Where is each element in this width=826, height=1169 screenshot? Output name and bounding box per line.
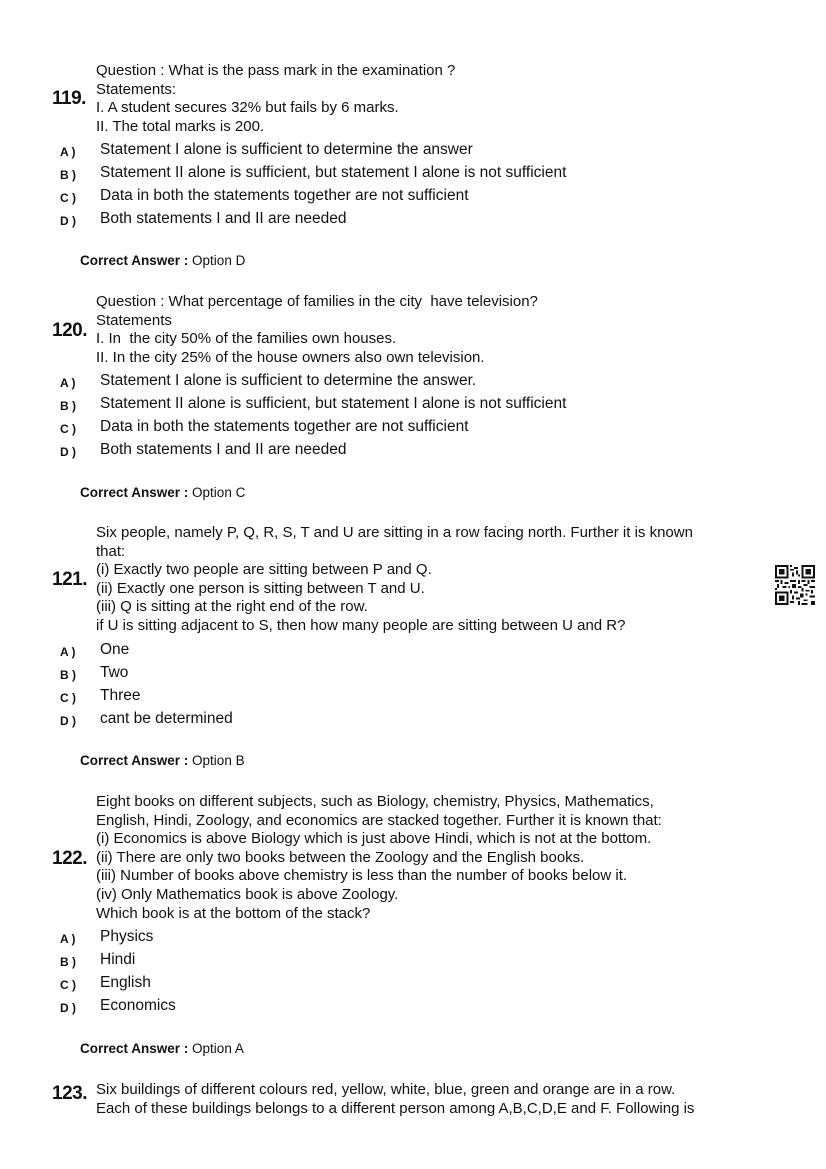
stem-line: (ii) Exactly one person is sitting between T and U. xyxy=(96,579,425,597)
question-number: 123. xyxy=(52,1083,87,1104)
correct-answer xyxy=(80,1041,244,1056)
question-number: 121. xyxy=(52,569,87,590)
option-d[interactable] xyxy=(0,441,700,461)
option-text: English xyxy=(100,974,151,991)
stem-line: if U is sitting adjacent to S, then how many people are sitting between U and R? xyxy=(96,616,626,634)
question-number: 119. xyxy=(52,88,86,109)
qr-code xyxy=(775,565,815,605)
stem-line: that: xyxy=(96,542,126,560)
stem-line: II. In the city 25% of the house owners also own television. xyxy=(96,348,485,366)
option-label: A ) xyxy=(60,645,76,659)
question-stem xyxy=(96,524,776,636)
correct-answer-value: Option C xyxy=(192,485,246,500)
option-text: Statement I alone is sufficient to determine the answer xyxy=(100,141,473,158)
option-a[interactable] xyxy=(0,928,700,948)
question-stem xyxy=(96,1081,776,1118)
stem-line: (i) Economics is above Biology which is just above Hindi, which is not at the bottom. xyxy=(96,830,652,848)
option-text: cant be determined xyxy=(100,710,233,727)
stem-line: (iii) Number of books above chemistry is less than the number of books below it. xyxy=(96,867,628,885)
option-text: Both statements I and II are needed xyxy=(100,441,347,458)
stem-line: (iv) Only Mathematics book is above Zoology. xyxy=(96,885,399,903)
option-label: C ) xyxy=(60,978,76,992)
correct-answer-label: Correct Answer : xyxy=(80,753,189,768)
option-text: Three xyxy=(100,687,141,704)
correct-answer-value: Option B xyxy=(192,753,245,768)
stem-line: Six people, namely P, Q, R, S, T and U are sitting in a row facing north. Further it is known xyxy=(96,524,693,541)
option-c[interactable] xyxy=(0,187,700,207)
correct-answer-label: Correct Answer : xyxy=(80,1041,189,1056)
option-text: Statement I alone is sufficient to determine the answer. xyxy=(100,372,477,389)
stem-line: English, Hindi, Zoology, and economics are stacked together. Further it is known that: xyxy=(96,811,662,829)
option-c[interactable] xyxy=(0,974,700,994)
option-text: Data in both the statements together are not sufficient xyxy=(100,418,469,435)
stem-line: (iii) Q is sitting at the right end of the row. xyxy=(96,598,368,616)
stem-line: Question : What percentage of families in the city have television? xyxy=(96,293,538,310)
stem-line: Six buildings of different colours red, yellow, white, blue, green and orange are in a row. xyxy=(96,1081,676,1098)
question-stem xyxy=(96,793,776,923)
option-c[interactable] xyxy=(0,418,700,438)
option-label: D ) xyxy=(60,1001,76,1015)
option-a[interactable] xyxy=(0,641,700,661)
stem-line: I. In the city 50% of the families own houses. xyxy=(96,330,397,348)
option-text: Both statements I and II are needed xyxy=(100,210,347,227)
option-text: Physics xyxy=(100,928,154,945)
stem-line: Eight books on different subjects, such as Biology, chemistry, Physics, Mathematics, xyxy=(96,793,654,810)
correct-answer-value: Option A xyxy=(192,1041,244,1056)
option-b[interactable] xyxy=(0,951,700,971)
option-label: C ) xyxy=(60,191,76,205)
stem-line: II. The total marks is 200. xyxy=(96,117,265,135)
option-label: D ) xyxy=(60,445,76,459)
stem-line: Statements: xyxy=(96,80,177,98)
option-a[interactable] xyxy=(0,141,700,161)
option-label: A ) xyxy=(60,376,76,390)
stem-line: I. A student secures 32% but fails by 6 marks. xyxy=(96,99,399,117)
option-a[interactable] xyxy=(0,372,700,392)
correct-answer xyxy=(80,485,245,500)
option-text: Statement II alone is sufficient, but statement I alone is not sufficient xyxy=(100,395,567,412)
question-stem xyxy=(96,293,776,367)
correct-answer-label: Correct Answer : xyxy=(80,253,189,268)
option-label: D ) xyxy=(60,714,76,728)
stem-line: Each of these buildings belongs to a different person among A,B,C,D,E and F. Following is xyxy=(96,1099,695,1117)
stem-line: (ii) There are only two books between the Zoology and the English books. xyxy=(96,848,585,866)
option-text: Economics xyxy=(100,997,176,1014)
option-text: Data in both the statements together are not sufficient xyxy=(100,187,469,204)
option-label: C ) xyxy=(60,691,76,705)
option-b[interactable] xyxy=(0,664,700,684)
correct-answer-label: Correct Answer : xyxy=(80,485,189,500)
question-number: 120. xyxy=(52,320,87,341)
option-c[interactable] xyxy=(0,687,700,707)
option-d[interactable] xyxy=(0,997,700,1017)
option-label: B ) xyxy=(60,668,76,682)
option-text: Statement II alone is sufficient, but statement I alone is not sufficient xyxy=(100,164,567,181)
option-text: Hindi xyxy=(100,951,136,968)
option-label: A ) xyxy=(60,145,76,159)
option-d[interactable] xyxy=(0,210,700,230)
correct-answer-value: Option D xyxy=(192,253,246,268)
stem-line: Question : What is the pass mark in the examination ? xyxy=(96,62,456,79)
option-label: D ) xyxy=(60,214,76,228)
stem-line: Which book is at the bottom of the stack? xyxy=(96,904,371,922)
correct-answer xyxy=(80,253,245,268)
option-label: B ) xyxy=(60,168,76,182)
option-b[interactable] xyxy=(0,164,700,184)
option-label: B ) xyxy=(60,955,76,969)
option-b[interactable] xyxy=(0,395,700,415)
option-text: One xyxy=(100,641,130,658)
stem-line: (i) Exactly two people are sitting between P and Q. xyxy=(96,561,432,579)
option-label: B ) xyxy=(60,399,76,413)
correct-answer xyxy=(80,753,245,768)
option-label: A ) xyxy=(60,932,76,946)
question-stem xyxy=(96,62,776,136)
option-label: C ) xyxy=(60,422,76,436)
question-number: 122. xyxy=(52,848,87,869)
option-d[interactable] xyxy=(0,710,700,730)
option-text: Two xyxy=(100,664,129,681)
stem-line: Statements xyxy=(96,311,172,329)
